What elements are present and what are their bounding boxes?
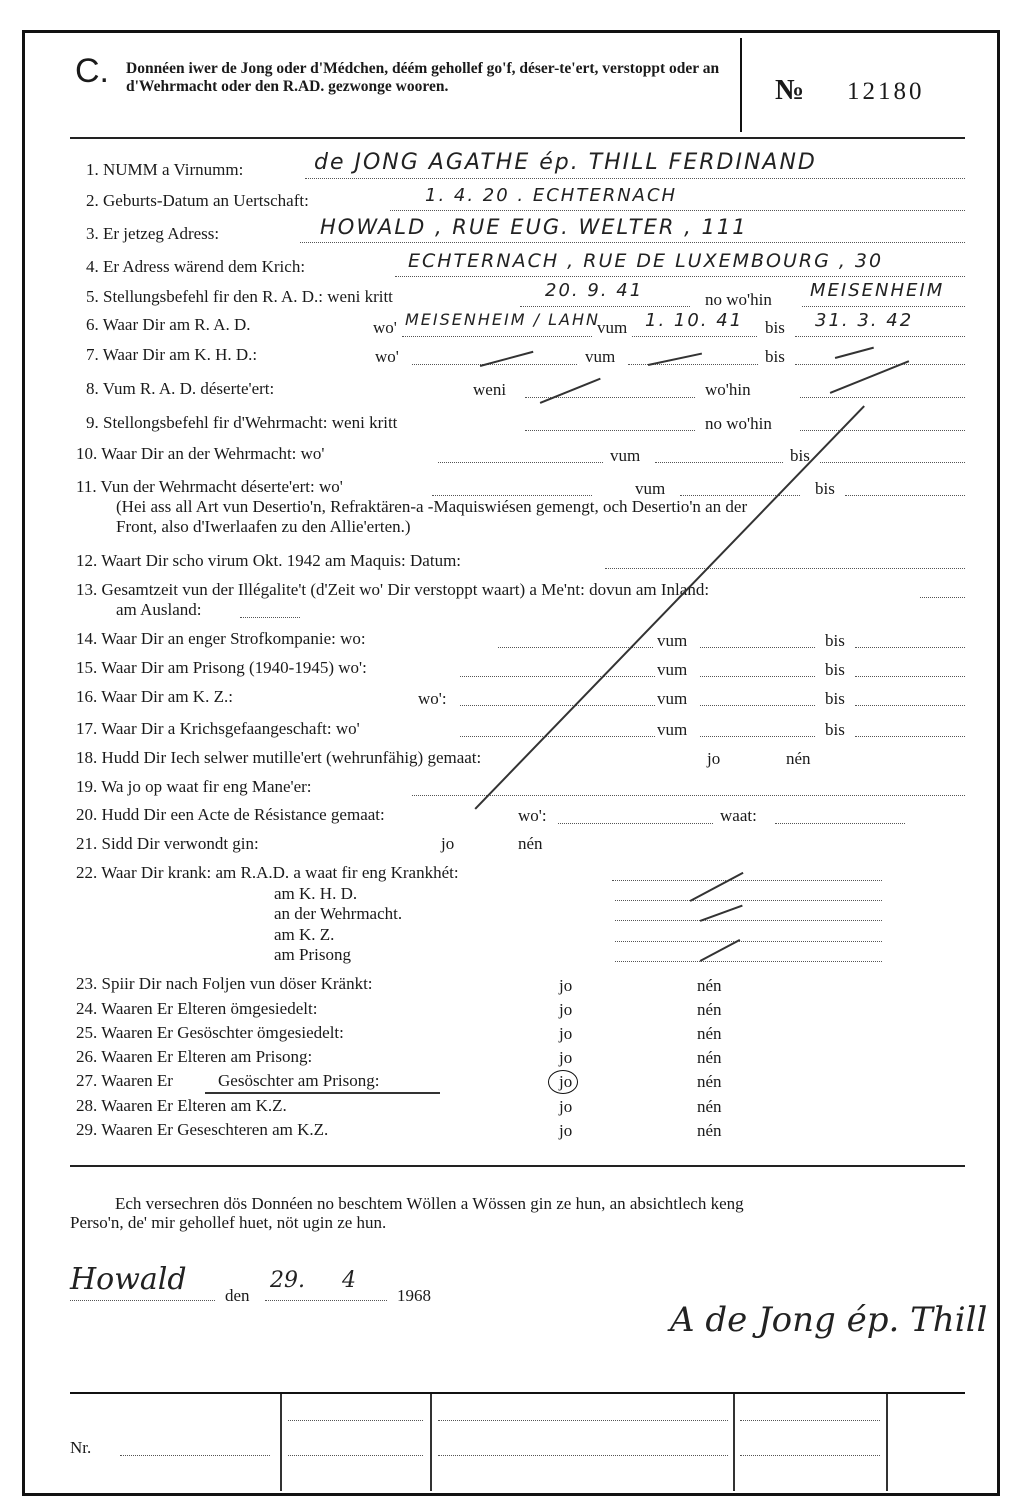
signature: A de Jong ép. Thill — [670, 1300, 988, 1340]
field-wehrmacht-from-dots — [655, 462, 783, 463]
q23-label: 23. Spiir Dir nach Foljen vun döser Kränkt: — [76, 974, 373, 993]
field-wehrmacht-desertion-to-label: bis — [815, 479, 835, 498]
place-value[interactable]: Howald — [70, 1262, 187, 1297]
field-birth-dots — [390, 210, 965, 211]
field-wehrmacht-desertion-from-label: vum — [635, 479, 666, 498]
q26-label: 26. Waaren Er Elteren am Prisong: — [76, 1047, 313, 1066]
field-khd-label: 7. Waar Dir am K. H. D.: — [86, 345, 258, 364]
section-letter: C. — [75, 52, 109, 90]
q25-label: 25. Waaren Er Gesöschter ömgesiedelt: — [76, 1023, 344, 1042]
field-address-value[interactable]: HOWALD , RUE EUG. WELTER , 111 — [320, 215, 748, 239]
field-rad-where-value[interactable]: MEISENHEIM / LAHN — [405, 310, 600, 329]
q26-no[interactable]: nén — [697, 1048, 722, 1067]
q24-no[interactable]: nén — [697, 1000, 722, 1019]
field-sick-prison-label: am Prisong — [274, 945, 351, 964]
q24-yes[interactable]: jo — [559, 1000, 573, 1019]
field-war-address-value[interactable]: ECHTERNACH , RUE DE LUXEMBOURG , 30 — [408, 250, 884, 272]
field-wounded-yes[interactable]: jo — [441, 834, 455, 853]
field-rad-order-where-value[interactable]: MEISENHEIM — [810, 280, 945, 301]
field-manner-dots — [412, 795, 965, 796]
footer-cell-dots-1b — [288, 1455, 423, 1456]
field-rad-desertion-where-label: wo'hin — [705, 380, 751, 399]
field-birth-label: 2. Geburts-Datum an Uertschaft: — [86, 191, 309, 210]
field-rad-order-date-dots — [520, 306, 690, 307]
field-rad-where-dots — [402, 336, 592, 337]
field-sick-kz-label: am K. Z. — [274, 925, 335, 944]
field-wehrmacht-order-where-dots — [800, 430, 965, 431]
field-pow-from-label: vum — [657, 720, 688, 739]
field-rad-from-value[interactable]: 1. 10. 41 — [645, 310, 744, 331]
field-manner-label: 19. Wa jo op waat fir eng Mane'er: — [76, 777, 312, 796]
q27-yes[interactable]: jo — [559, 1072, 573, 1091]
q29-label: 29. Waaren Er Geseschteren am K.Z. — [76, 1120, 329, 1139]
field-punishment-to-dots — [855, 647, 965, 648]
section-rule — [70, 1165, 965, 1167]
field-resistance-where-dots — [558, 823, 713, 824]
number-sign: № — [775, 74, 805, 106]
field-khd-where-label: wo' — [375, 347, 399, 366]
header-rule — [70, 137, 965, 139]
field-khd-to-dots — [795, 364, 965, 365]
header-divider — [740, 38, 742, 132]
field-kz-where-dots — [460, 705, 655, 706]
q28-yes[interactable]: jo — [559, 1097, 573, 1116]
field-sick-prison-dots — [615, 961, 882, 962]
field-wounded-no[interactable]: nén — [518, 834, 543, 853]
field-kz-where-label: wo': — [418, 689, 447, 708]
field-mutilation-yes[interactable]: jo — [707, 749, 721, 768]
date-dots — [265, 1300, 387, 1301]
field-pow-where-dots — [460, 736, 655, 737]
field-kz-from-label: vum — [657, 689, 688, 708]
field-wehrmacht-desertion-to-dots — [845, 495, 965, 496]
q27-yes-circle-mark — [548, 1070, 578, 1094]
field-name-label: 1. NUMM a Virnumm: — [86, 160, 244, 179]
field-resistance-label: 20. Hudd Dir een Acte de Résistance gemaat: — [76, 805, 385, 824]
field-wehrmacht-order-date-dots — [525, 430, 695, 431]
footer-col-divider-1 — [280, 1394, 282, 1491]
declaration-line-2: Perso'n, de' mir gehollef huet, nöt ugin ze hun. — [70, 1213, 387, 1232]
field-sick-rad-dots — [612, 880, 882, 881]
field-prison-from-label: vum — [657, 660, 688, 679]
field-kz-to-dots — [855, 705, 965, 706]
field-illegality-abroad-dots — [240, 617, 300, 618]
field-sick-wehrmacht-dots — [615, 920, 882, 921]
declaration-line-1: Ech versechren dös Donnéen no beschtem Wöllen a Wössen gin ze hun, an absichtlech keng — [115, 1194, 744, 1213]
field-wehrmacht-order-where-label: no wo'hin — [705, 414, 772, 433]
field-rad-label: 6. Waar Dir am R. A. D. — [86, 315, 251, 334]
field-maquis-dots — [605, 568, 965, 569]
field-wehrmacht-to-dots — [820, 462, 965, 463]
footer-cell-dots-2a — [438, 1420, 728, 1421]
q25-yes[interactable]: jo — [559, 1024, 573, 1043]
q25-no[interactable]: nén — [697, 1024, 722, 1043]
field-pow-from-dots — [700, 736, 815, 737]
field-punishment-to-label: bis — [825, 631, 845, 650]
q27-label: 27. Waaren Er — [76, 1071, 173, 1090]
q26-yes[interactable]: jo — [559, 1048, 573, 1067]
date-year: 1968 — [397, 1286, 431, 1305]
field-pow-label: 17. Waar Dir a Krichsgefaangeschaft: wo' — [76, 719, 360, 738]
footer-col-divider-4 — [886, 1394, 888, 1491]
field-sick-wehrmacht-label: an der Wehrmacht. — [274, 904, 403, 923]
date-den-label: den — [225, 1286, 250, 1305]
field-resistance-what-dots — [775, 823, 905, 824]
field-rad-order-where-dots — [802, 306, 965, 307]
field-sick-khd-label: am K. H. D. — [274, 884, 358, 903]
footer-cell-dots-3a — [740, 1420, 880, 1421]
field-rad-to-dots — [795, 336, 965, 337]
footer-rule — [70, 1392, 965, 1394]
field-war-address-dots — [395, 276, 965, 277]
field-address-label: 3. Er jetzeg Adress: — [86, 224, 220, 243]
q29-no[interactable]: nén — [697, 1121, 722, 1140]
field-resistance-where-label: wo': — [518, 806, 547, 825]
field-kz-label: 16. Waar Dir am K. Z.: — [76, 687, 233, 706]
field-address-dots — [300, 242, 965, 243]
field-kz-to-label: bis — [825, 689, 845, 708]
q27-no[interactable]: nén — [697, 1072, 722, 1091]
field-prison-to-label: bis — [825, 660, 845, 679]
field-khd-from-label: vum — [585, 347, 616, 366]
field-name-dots — [305, 178, 965, 179]
field-rad-order-label: 5. Stellungsbefehl fir den R. A. D.: weni kritt — [86, 287, 393, 306]
note-desertion-1: (Hei ass all Art vun Desertio'n, Refraktären-a -Maquiswiésen gemengt, och Desertio'n an der — [116, 497, 748, 516]
field-mutilation-no[interactable]: nén — [786, 749, 811, 768]
field-wehrmacht-where-dots — [438, 462, 603, 463]
field-rad-to-value[interactable]: 31. 3. 42 — [815, 310, 914, 331]
field-pow-to-dots — [855, 736, 965, 737]
field-rad-order-date-value[interactable]: 20. 9. 41 — [545, 280, 644, 301]
field-rad-to-label: bis — [765, 318, 785, 337]
q23-yes[interactable]: jo — [559, 976, 573, 995]
nr-dots — [120, 1455, 270, 1456]
footer-col-divider-3 — [733, 1394, 735, 1491]
form-heading: Donnéen iwer de Jong oder d'Médchen, déém gehollef go'f, déser-te'ert, verstoppt oder an d'Wehrmacht oder den R.AD. gezwonge wooren. — [126, 60, 720, 95]
field-rad-where-label: wo' — [373, 318, 397, 337]
field-war-address-label: 4. Er Adress wärend dem Krich: — [86, 257, 306, 276]
field-resistance-what-label: waat: — [720, 806, 757, 825]
field-mutilation-label: 18. Hudd Dir Iech selwer mutille'ert (wehrunfähig) gemaat: — [76, 748, 482, 767]
field-punishment-from-label: vum — [657, 631, 688, 650]
field-wehrmacht-desertion-where-dots — [432, 495, 592, 496]
field-pow-to-label: bis — [825, 720, 845, 739]
field-sick-kz-dots — [615, 941, 882, 942]
field-maquis-label: 12. Waart Dir scho virum Okt. 1942 am Maquis: Datum: — [76, 551, 462, 570]
note-desertion-2: Front, also d'Iwerlaafen zu den Allie'erten.) — [116, 517, 411, 536]
field-illegality-label: 13. Gesamtzeit vun der Illégalite't (d'Zeit wo' Dir verstoppt waart) a Me'nt: dovun am Inland: — [76, 580, 710, 599]
footer-cell-dots-3b — [740, 1455, 880, 1456]
field-wehrmacht-order-label: 9. Stellongsbefehl fir d'Wehrmacht: weni kritt — [86, 413, 398, 432]
field-punishment-label: 14. Waar Dir an enger Strofkompanie: wo: — [76, 629, 366, 648]
q28-label: 28. Waaren Er Elteren am K.Z. — [76, 1096, 287, 1115]
field-punishment-from-dots — [700, 647, 815, 648]
field-wehrmacht-to-label: bis — [790, 446, 810, 465]
field-rad-desertion-label: 8. Vum R. A. D. déserte'ert: — [86, 379, 275, 398]
field-prison-where-dots — [460, 676, 655, 677]
footer-col-divider-2 — [430, 1394, 432, 1491]
field-illegality-inland-dots — [920, 597, 965, 598]
field-rad-order-where-label: no wo'hin — [705, 290, 772, 309]
field-wehrmacht-desertion-from-dots — [680, 495, 800, 496]
nr-label: Nr. — [70, 1438, 92, 1457]
field-khd-to-label: bis — [765, 347, 785, 366]
field-kz-from-dots — [700, 705, 815, 706]
field-prison-to-dots — [855, 676, 965, 677]
footer-cell-dots-1a — [288, 1420, 423, 1421]
field-rad-from-label: vum — [597, 318, 628, 337]
field-wehrmacht-label: 10. Waar Dir an der Wehrmacht: wo' — [76, 444, 325, 463]
field-rad-desertion-where-dots — [800, 397, 965, 398]
q24-label: 24. Waaren Er Elteren ömgesiedelt: — [76, 999, 318, 1018]
field-wehrmacht-from-label: vum — [610, 446, 641, 465]
q23-no[interactable]: nén — [697, 976, 722, 995]
field-birth-value[interactable]: 1. 4. 20 . ECHTERNACH — [425, 185, 678, 206]
q28-no[interactable]: nén — [697, 1097, 722, 1116]
place-dots — [70, 1300, 215, 1301]
footer-cell-dots-2b — [438, 1455, 728, 1456]
field-sick-label: 22. Waar Dir krank: am R.A.D. a waat fir eng Krankhét: — [76, 863, 459, 882]
field-khd-where-dots — [412, 364, 577, 365]
date-value[interactable]: 29. 4 — [270, 1268, 356, 1293]
field-wehrmacht-desertion-label: 11. Vun der Wehrmacht déserte'ert: wo' — [76, 477, 343, 496]
field-rad-desertion-when-label: weni — [473, 380, 507, 399]
field-wounded-label: 21. Sidd Dir verwondt gin: — [76, 834, 259, 853]
field-prison-from-dots — [700, 676, 815, 677]
q27-underline — [205, 1092, 440, 1094]
q27-label-underlined: Gesöschter am Prisong: — [218, 1071, 380, 1090]
field-prison-label: 15. Waar Dir am Prisong (1940-1945) wo': — [76, 658, 367, 677]
field-rad-from-dots — [632, 336, 757, 337]
q29-yes[interactable]: jo — [559, 1121, 573, 1140]
field-illegality-abroad-label: am Ausland: — [116, 600, 202, 619]
field-name-value[interactable]: de JONG AGATHE ép. THILL FERDINAND — [314, 150, 817, 175]
form-number: 12180 — [847, 78, 925, 105]
field-sick-khd-dots — [615, 900, 882, 901]
